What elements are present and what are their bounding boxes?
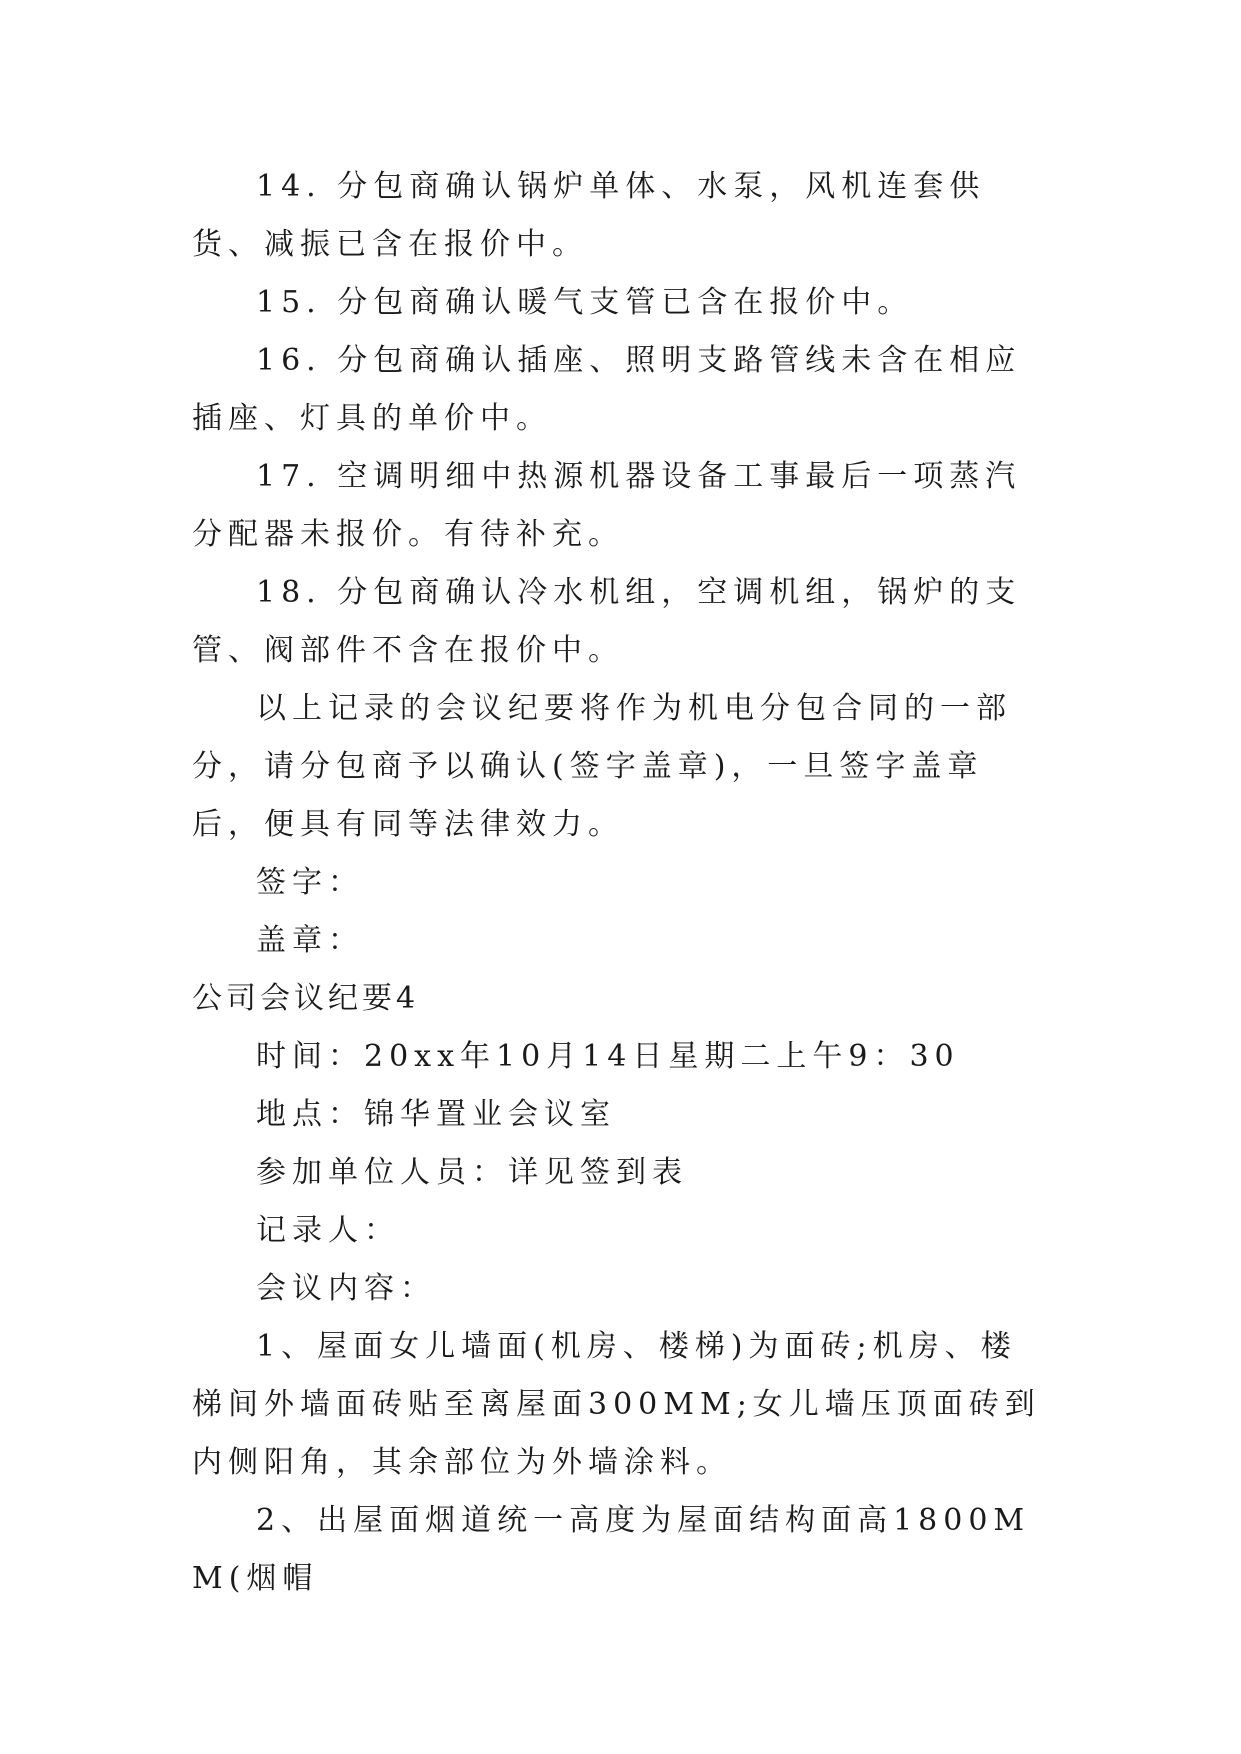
- seal-label: 盖章：: [256, 923, 364, 958]
- content-item-1: 1、屋面女儿墙面(机房、楼梯)为面砖;机房、楼梯间外墙面砖贴至离屋面300MM;女儿墙压顶面砖到内侧阳角，其余部位为外墙涂料。: [192, 1329, 1041, 1480]
- section-heading: 公司会议纪要4: [192, 981, 420, 1016]
- item-17-paragraph: 17. 空调明细中热源机器设备工事最后一项蒸汽分配器未报价。有待补充。: [192, 459, 1022, 552]
- meeting-location: 地点：锦华置业会议室: [256, 1097, 616, 1132]
- meeting-attendees: 参加单位人员：详见签到表: [256, 1155, 688, 1190]
- item-18-paragraph: 18. 分包商确认冷水机组，空调机组，锅炉的支管、阀部件不含在报价中。: [192, 575, 1022, 668]
- item-14-paragraph: 14. 分包商确认锅炉单体、水泵，风机连套供货、减振已含在报价中。: [192, 169, 986, 262]
- meeting-content-label: 会议内容：: [256, 1271, 436, 1306]
- document-body: [192, 158, 1052, 1608]
- meeting-time: 时间：20xx年10月14日星期二上午9：30: [256, 1039, 960, 1074]
- item-15-paragraph: 15. 分包商确认暖气支管已含在报价中。: [256, 285, 914, 320]
- signature-label: 签字：: [256, 865, 364, 900]
- content-item-2: 2、出屋面烟道统一高度为屋面结构面高1800MM(烟帽: [192, 1503, 1031, 1596]
- confirmation-paragraph: 以上记录的会议纪要将作为机电分包合同的一部分，请分包商予以确认(签字盖章)，一旦签字盖章后，便具有同等法律效力。: [192, 691, 1012, 842]
- item-16-paragraph: 16. 分包商确认插座、照明支路管线未含在相应插座、灯具的单价中。: [192, 343, 1022, 436]
- meeting-recorder: 记录人：: [256, 1213, 400, 1248]
